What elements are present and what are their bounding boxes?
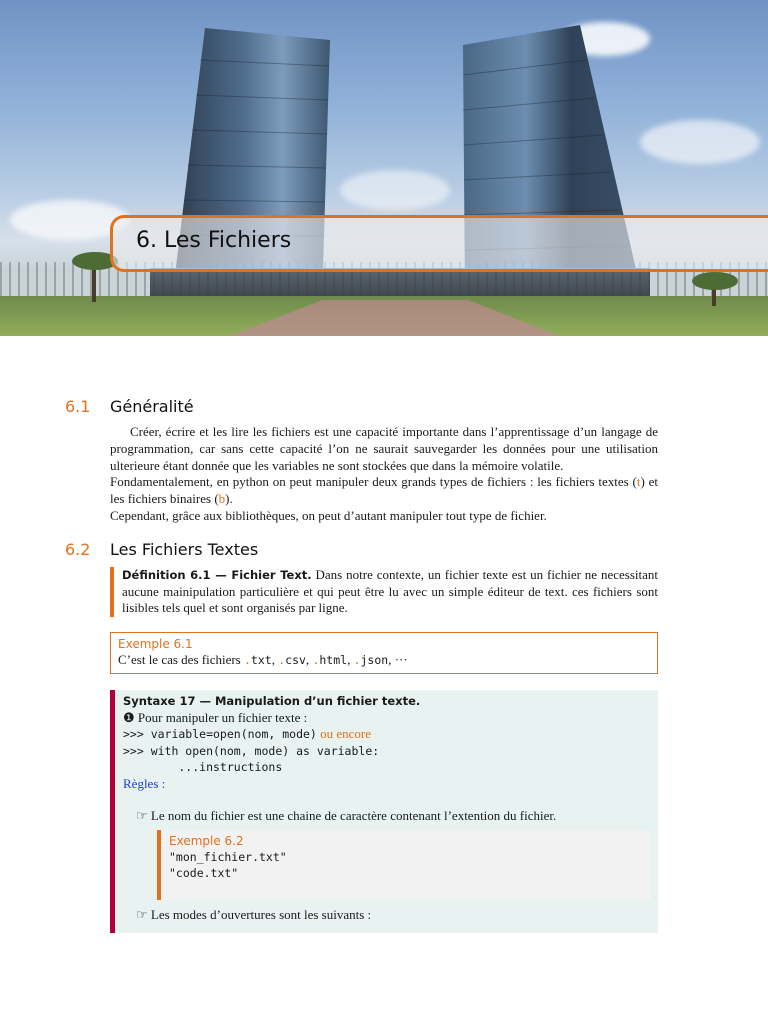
example-box [110, 632, 658, 674]
code-line: "code.txt" [169, 866, 239, 880]
syntax-label: Syntaxe 17 — Manipulation d’un fichier texte. [123, 694, 421, 708]
paragraph: Créer, écrire et les lire les fichiers est une capacité importante dans l’apprentissage d’un langage de programmation, car sans cette capacité l’on ne saurait sauvegarder les données pour une utilisation ulterieure étant donnée que les variables ne sont stockées que dans la mémoire volatile. [110, 424, 658, 473]
paragraph-text: ). [225, 491, 233, 507]
inner-example-box [157, 830, 651, 900]
syntax-intro [123, 710, 650, 727]
numbered-circle-icon: ❶ [123, 709, 135, 725]
definition-box [110, 567, 658, 617]
rule-text: Les modes d’ouvertures sont les suivants : [150, 907, 372, 922]
syntax-intro-text: Pour manipuler un fichier texte : [137, 709, 308, 725]
link-b[interactable]: b [218, 491, 226, 507]
paragraph: Cependant, grâce aux bibliothèques, on peut d’autant manipuler tout type de fichier. [110, 507, 547, 523]
code-line [123, 726, 650, 743]
extension-txt: .txt [243, 653, 272, 667]
pointing-hand-icon: ☞ [136, 808, 148, 823]
cloud [640, 120, 760, 164]
cloud [340, 170, 450, 210]
ellipsis: ··· [394, 652, 408, 667]
code-line: >>> with open(nom, mode) as variable: [123, 743, 380, 758]
rules-label: Règles : [123, 775, 166, 791]
link-t[interactable]: t [636, 474, 641, 490]
pointing-hand-icon: ☞ [136, 907, 148, 922]
rule-item [136, 808, 556, 824]
extension-json: .json [353, 653, 389, 667]
definition-label: Définition 6.1 — Fichier Text. [122, 568, 312, 582]
definition-text: Dans notre contexte, un fichier texte est un fichier ne necessitant aucune mainipulation particulière et qui peut être lu avec un simple éditeur de text. ces fichiers sont lisibles tels quel et sont organisés par ligne. [122, 567, 659, 615]
palm-leaves [692, 272, 738, 290]
code-line: ...instructions [123, 760, 283, 774]
example-text: C’est le cas des fichiers .txt, .csv, .html, .json, ··· [118, 652, 408, 667]
chapter-title: 6. Les Fichiers [136, 228, 292, 253]
code-text: >>> variable=open(nom, mode) [123, 727, 317, 741]
section-number: 6.1 [65, 397, 91, 416]
paragraph: Fondamentalement, en python on peut manipuler deux grands types de fichiers : les fichiers textes (t) et les fichiers binaires (b). [110, 474, 658, 507]
code-line: "mon_fichier.txt" [169, 850, 287, 864]
example-prefix: C’est le cas des fichiers [118, 652, 241, 667]
example-label: Exemple 6.1 [118, 637, 193, 651]
section-title: Les Fichiers Textes [110, 540, 259, 559]
chapter-header-photo [0, 0, 768, 336]
example-label: Exemple 6.2 [169, 834, 244, 848]
section-1-body [110, 424, 658, 525]
extension-html: .html [312, 653, 348, 667]
extension-csv: .csv [278, 653, 306, 667]
section-title: Généralité [110, 397, 194, 416]
rule-text: Le nom du fichier est une chaine de caractère contenant l’extention du fichier. [150, 808, 557, 823]
paragraph-text: Fondamentalement, en python on peut manipuler deux grands types de fichiers : les fichiers textes [110, 474, 629, 490]
rule-item [136, 907, 371, 923]
code-note: ou encore [320, 726, 372, 741]
section-number: 6.2 [65, 540, 91, 559]
paragraph-text: et les fichiers binaires [110, 474, 658, 507]
